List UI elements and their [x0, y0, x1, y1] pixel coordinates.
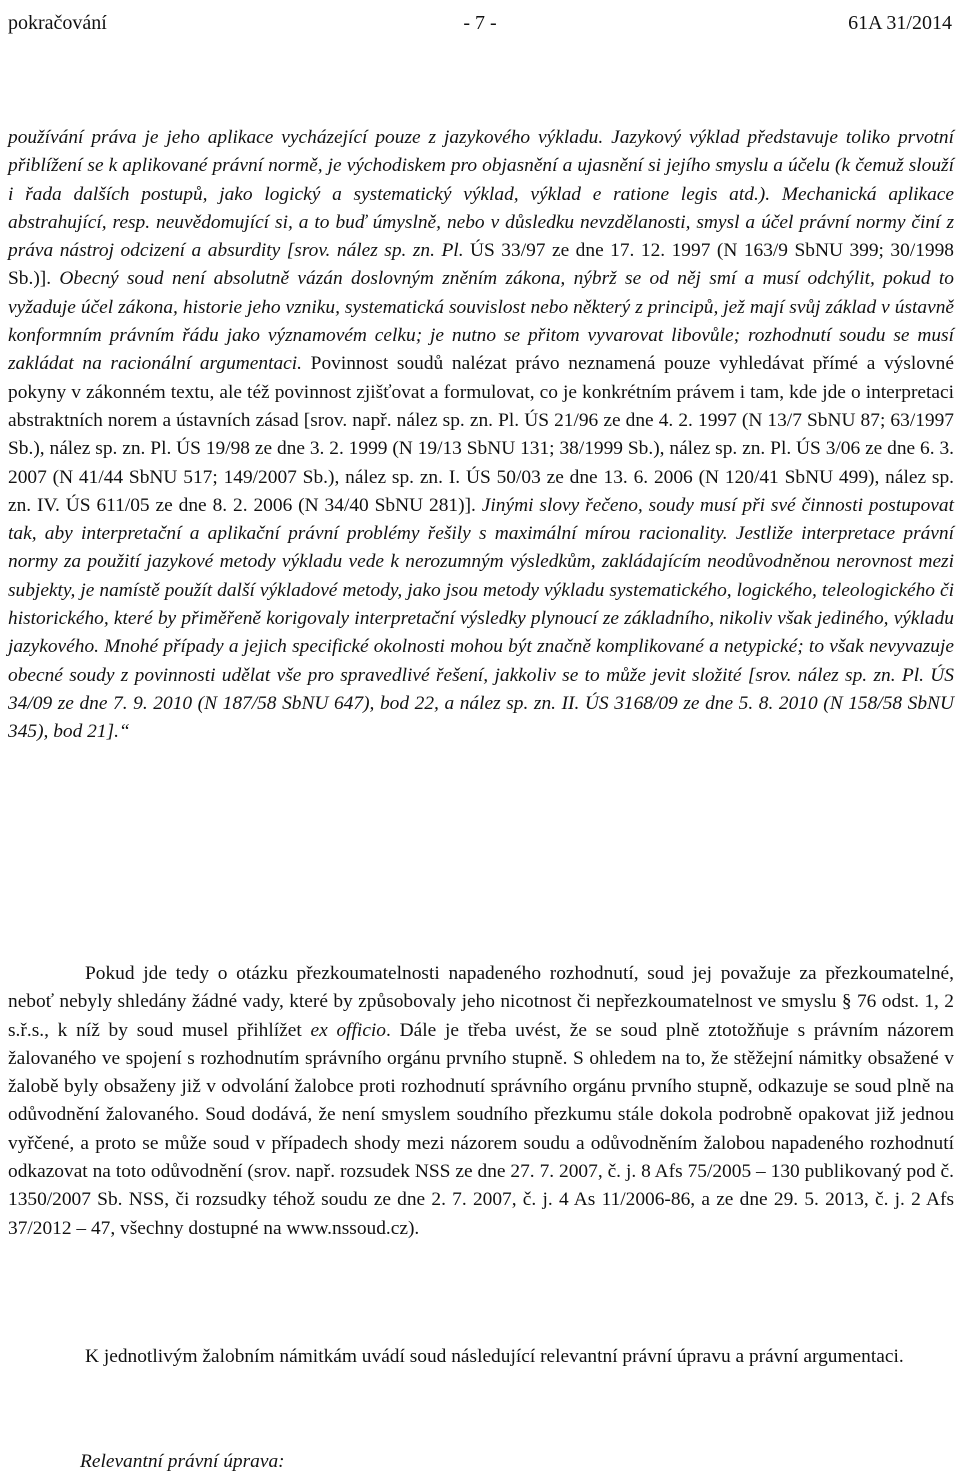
quote-segment-2: ÚS 33/97 ze dne 17. 12. 1997 (N 163/9 SbNU 399; 30/1998 Sb.)]. — [8, 240, 954, 290]
quote-segment-6: Jinými slovy řečeno, soudy musí při své činnosti postupovat tak, aby interpretační a aplikační právní problémy řešily s maximální mírou racionality. Jestliže interpretace právní normy za použití jazykové metody výkladu vede k nerozumným výsledkům, zakládajícím neodůvodněnou nerovnost mezi subjekty, je namístě použít další výkladové metody, jako jsou metody výkladu systematického, logického, teleologického či historického, které by přiměřeně korigovaly interpretační výsledky plynoucí ze základního, nikoliv však jediného, výkladu jazykového. Mnohé případy a jejich specifické okolnosti mohou být značně komplikované a netypické; to však nevyvazuje obecné soudy z povinnosti udělat vše pro spravedlivé řešení, jakkoliv se to může jevit složité [srov. nález sp. zn. Pl. ÚS 34/09 ze dne 7. 9. 2010 (N 187/58 SbNU 647), bod 22, a nález sp. zn. II. ÚS 3168/09 ze dne 5. 8. 2010 (N 158/58 SbNU 345), bod 21].“ — [8, 494, 954, 743]
header-continuation: pokračování — [8, 12, 107, 34]
paragraph-objections-intro: K jednotlivým žalobním námitkám uvádí soud následující relevantní právní úpravu a právní argumentaci. — [85, 1346, 904, 1367]
paragraph1-latin-term: ex officio — [310, 1019, 387, 1041]
paragraph1-part-b: . Dále je třeba uvést, že se soud plně ztotožňuje s právním názorem žalovaného ve spojení s rozhodnutím správního orgánu prvního stupně. S ohledem na to, že stěžejní námitky obsažené v žalobě byly obsaženy již v odvolání žalobce proti rozhodnutí správního orgánu prvního stupně, odkazuje se soud plně na odůvodnění žalovaného. Soud dodává, že není smyslem soudního přezkumu stále dokola podrobně opakovat již jednou vyřčené, a proto se může soud v případech shody mezi názorem soudu a odůvodněním žalobou napadeného rozhodnutí odkazovat na toto odůvodnění (srov. např. rozsudek NSS ze dne 27. 7. 2007, č. j. 8 Afs 75/2005 – 130 publikovaný pod č. 1350/2007 Sb. NSS, či rozsudky téhož soudu ze dne 2. 7. 2007, č. j. 4 As 11/2006-86, a ze dne 29. 5. 2013, č. j. 2 Afs 37/2012 – 47, všechny dostupné na www.nssoud.cz). — [8, 1019, 954, 1239]
quote-segment-3: Obecný soud není absolutně vázán doslovným zněním zákona, nýbrž se od něj smí a musí odchýlit, pokud to vyžaduje účel zákona, historie jeho vzniku, systematická souvislost nebo některý z principů, jež mají svůj základ v ústavně konformním právním řádu jako významovém celku; je nutno se přitom vyvarovat libovůle; rozhodnutí soudu se musí zakládat na racionální argumentaci. — [8, 268, 954, 375]
page-number: - 7 - — [463, 12, 497, 34]
quote-segment-1: používání práva je jeho aplikace vycházející pouze z jazykového výkladu. Jazykový výklad představuje toliko prvotní přiblížení se k aplikované právní normě, je východiskem pro objasnění a ujasnění si jejího smyslu a účelu (k čemuž slouží i řada dalších postupů, jako logický a systematický výklad, výklad e ratione legis atd.). Mechanická aplikace abstrahující, resp. neuvědomující si, a to buď úmyslně, nebo v důsledku nevzdělanosti, smysl a účel právní normy činí z práva nástroj odcizení a absurdity [srov. nález sp. zn. Pl. — [8, 127, 954, 262]
case-number: 61A 31/2014 — [848, 12, 952, 34]
section-heading: Relevantní právní úprava: — [80, 1451, 285, 1472]
paragraph-reviewability — [8, 960, 954, 1243]
quoted-passage — [8, 124, 954, 747]
quote-segment-5: srov. např. nález sp. zn. Pl. ÚS 21/96 ze dne 4. 2. 1997 (N 13/7 SbNU 87; 63/1997 Sb.), nález sp. zn. Pl. ÚS 19/98 ze dne 3. 2. 1999 (N 19/13 SbNU 131; 38/1999 Sb.), nález sp. zn. Pl. ÚS 3/06 ze dne 6. 3. 2007 (N 41/44 SbNU 517; 149/2007 Sb.), nález sp. zn. I. ÚS 50/03 ze dne 13. 6. 2006 (N 120/41 SbNU 499), nález sp. zn. IV. ÚS 611/05 ze dne 8. 2. 2006 (N 34/40 SbNU 281)]. — [8, 409, 954, 516]
page-header — [8, 8, 952, 38]
quote-segment-4: Povinnost soudů nalézat právo neznamená pouze vyhledávat přímé a výslovné pokyny v zákonném textu, ale též povinnost zjišťovat a formulovat, co je konkrétním právem i tam, kde jde o interpretaci abstraktních norem a ústavních zásad [ — [8, 353, 954, 431]
paragraph1-part-a: Pokud jde tedy o otázku přezkoumatelnosti napadeného rozhodnutí, soud jej považuje za přezkoumatelné, neboť nebyly shledány žádné vady, které by způsobovaly jeho nicotnost či nepřezkoumatelnost ve smyslu § 76 odst. 1, 2 s.ř.s., k níž by soud musel přihlížet — [8, 963, 954, 1041]
